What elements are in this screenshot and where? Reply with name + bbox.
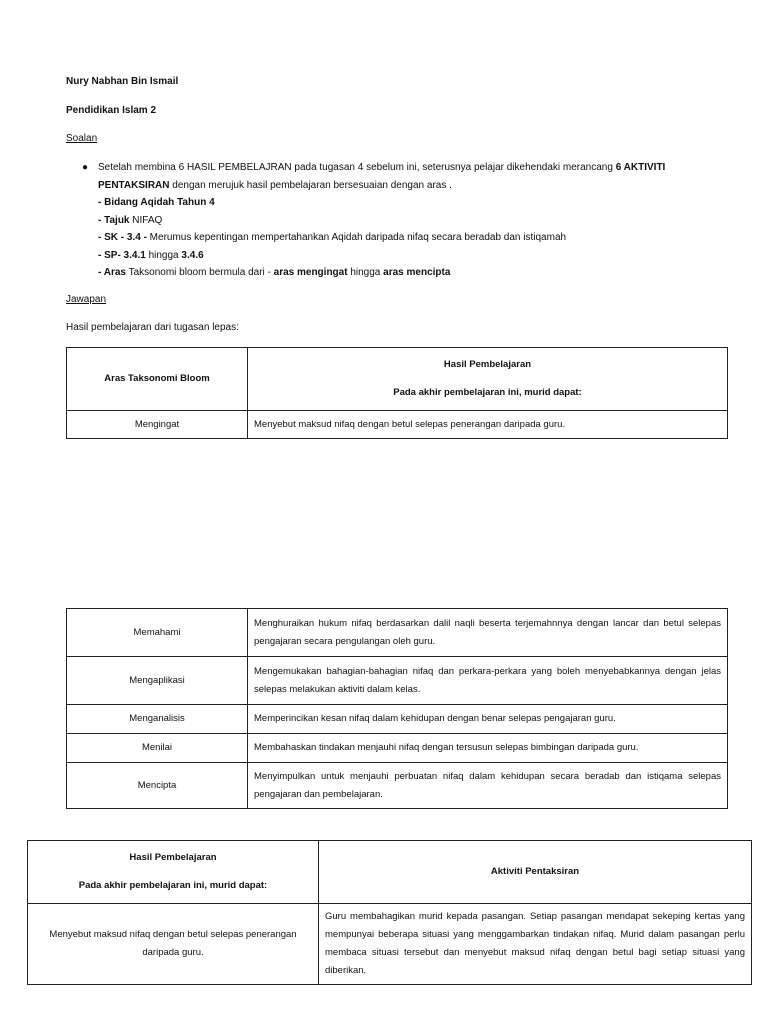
soalan-list (66, 159, 686, 282)
table-row (67, 411, 728, 439)
soalan-sk (98, 229, 686, 247)
soalan-text: dengan merujuk hasil pembelajaran bersesuaian dengan aras . (169, 179, 452, 191)
outcome-cell: Menyebut maksud nifaq dengan betul selepas penerangan daripada guru. (28, 904, 319, 985)
table-row (28, 904, 752, 985)
outcome-table-2 (66, 608, 728, 809)
outcome-cell: Mengemukakan bahagian-bahagian nifaq dan perkara-perkara yang boleh menyebabkannya dengan jelas selepas melakukan aktiviti dalam kelas. (248, 657, 728, 705)
header-line: Pada akhir pembelajaran ini, murid dapat: (393, 387, 582, 398)
jawapan-heading: Jawapan (66, 294, 107, 305)
table-header-row (28, 841, 752, 904)
level-cell: Menganalisis (67, 705, 248, 734)
table-row (67, 609, 728, 657)
table-row (67, 763, 728, 809)
outcome-cell: Membahaskan tindakan menjauhi nifaq dengan tersusun selepas bimbingan daripada guru. (248, 734, 728, 763)
soalan-bold: 3.4.6 (181, 249, 204, 261)
header-line: Hasil Pembelajaran (443, 359, 532, 370)
assessment-table (27, 840, 752, 985)
level-cell: Mengaplikasi (67, 657, 248, 705)
level-cell: Mengingat (67, 411, 248, 439)
soalan-text: Merumus kepentingan mempertahankan Aqidah daripada nifaq secara beradab dan istiqamah (146, 232, 567, 243)
header-line: Hasil Pembelajaran (129, 852, 217, 863)
soalan-text: Taksonomi bloom bermula dari - (125, 267, 274, 278)
soalan-bold: aras mencipta (383, 267, 451, 278)
table-header-cell (28, 841, 319, 904)
soalan-aras (98, 264, 686, 282)
outcome-cell: Menghuraikan hukum nifaq berdasarkan dalil naqli beserta terjemahnnya dengan lancar dan betul selepas pengajaran secara pengulangan oleh guru. (248, 609, 728, 657)
table-header-row (67, 348, 728, 411)
outcome-table-1 (66, 347, 728, 439)
outcome-cell: Menyebut maksud nifaq dengan betul selepas penerangan daripada guru. (248, 411, 728, 439)
soalan-line-1 (98, 159, 686, 177)
soalan-bold: - SP- 3.4.1 (98, 249, 146, 261)
table-header-cell: Aktiviti Pentaksiran (319, 841, 752, 904)
table-header-cell: Aras Taksonomi Bloom (67, 348, 248, 411)
soalan-line-2 (98, 177, 686, 195)
soalan-text: NIFAQ (129, 214, 163, 226)
author-name: Nury Nabhan Bin Ismail (66, 76, 179, 87)
soalan-item (66, 159, 686, 282)
soalan-text: hingga (347, 267, 384, 278)
outcome-cell: Menyimpulkan untuk menjauhi perbuatan nifaq dalam kehidupan secara beradab dan istiqama selepas pengajaran dan pembelajaran. (248, 763, 728, 809)
soalan-text: hingga (145, 249, 182, 261)
table-row (67, 657, 728, 705)
soalan-text: Setelah membina 6 HASIL PEMBELAJRAN pada tugasan 4 sebelum ini, seterusnya pelajar dikehendaki merancang (98, 162, 616, 173)
soalan-bold: 6 AKTIVITI (615, 162, 666, 173)
soalan-sp (98, 247, 686, 265)
table-header-cell (248, 348, 728, 411)
header-line: Pada akhir pembelajaran ini, murid dapat: (78, 880, 268, 891)
soalan-bold: aras mengingat (273, 267, 348, 278)
outcome-cell: Memperincikan kesan nifaq dalam kehidupan dengan benar selepas pengajaran guru. (248, 705, 728, 734)
soalan-bold: - Tajuk (98, 214, 130, 226)
activity-cell: Guru membahagikan murid kepada pasangan. Setiap pasangan mendapat sekeping kertas yang mempunyai beberapa situasi yang menggambarkan tindakan nifaq. Murid dalam pasangan perlu membaca situasi tersebut dan menyebut maksud nifaq dengan betul bagi setiap situasi yang diberikan. (319, 904, 752, 985)
level-cell: Mencipta (67, 763, 248, 809)
soalan-bidang: - Bidang Aqidah Tahun 4 (98, 197, 215, 208)
table-row (67, 705, 728, 734)
soalan-bold: - SK - 3.4 - (98, 232, 147, 243)
soalan-bold: - Aras (98, 267, 126, 278)
subject-title: Pendidikan Islam 2 (66, 105, 157, 116)
soalan-bold: PENTAKSIRAN (98, 179, 170, 191)
table-row (67, 734, 728, 763)
jawapan-intro: Hasil pembelajaran dari tugasan lepas: (66, 322, 239, 333)
level-cell: Menilai (67, 734, 248, 763)
soalan-tajuk (98, 212, 686, 230)
level-cell: Memahami (67, 609, 248, 657)
bullet-icon: ● (82, 162, 89, 173)
soalan-heading: Soalan (66, 133, 98, 144)
